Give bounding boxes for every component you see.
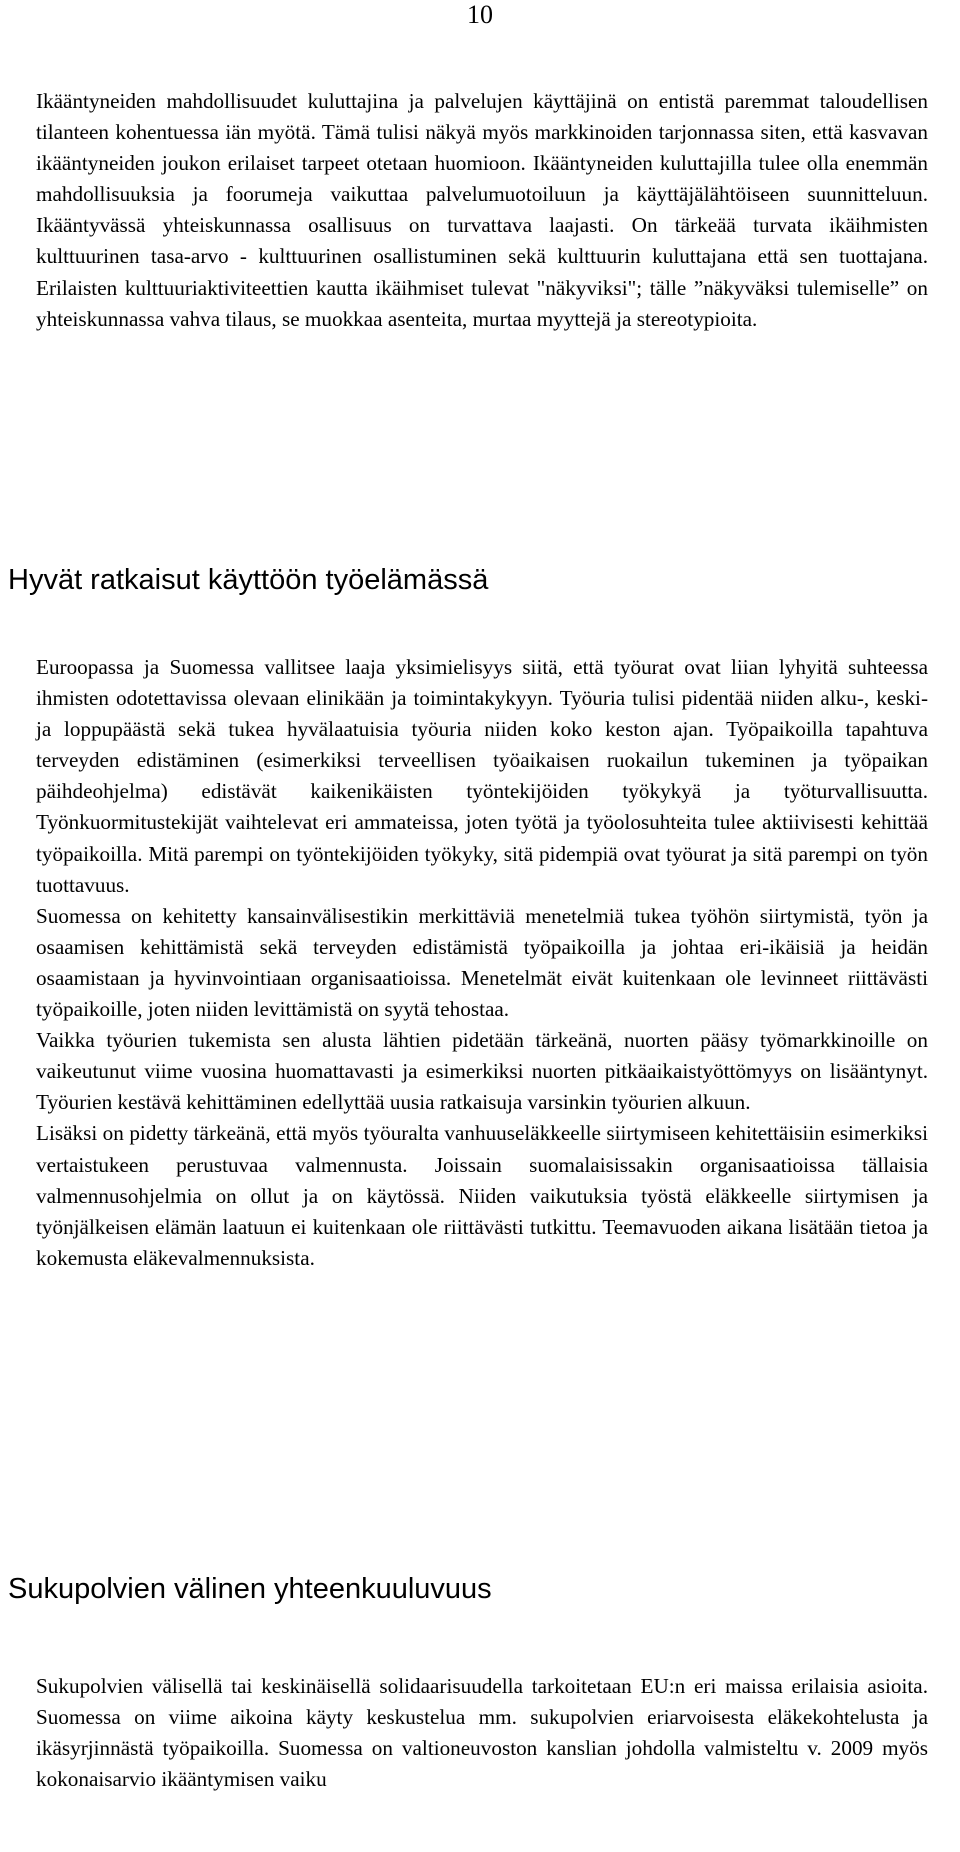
section-heading-generations: Sukupolvien välinen yhteenkuuluvuus [8,1573,492,1605]
work-life-paragraph-4: Lisäksi on pidetty tärkeänä, että myös työuralta vanhuuseläkkeelle siirtymiseen kehitettäisiin esimerkiksi vertaistukeen perustuvaa valmennusta. Joissain suomalaisissakin organisaatioissa tällaisia valmennusohjelmia on ollut ja on käytössä. Niiden vaikutuksia työstä eläkkeelle siirtymisen ja työnjälkeisen elämän laatuun ei kuitenkaan ole riittävästi tutkittu. Teemavuoden aikana lisätään tietoa ja kokemusta eläkevalmennuksista. [36,1121,928,1270]
work-life-paragraph-3: Vaikka työurien tukemista sen alusta lähtien pidetään tärkeänä, nuorten pääsy työmarkkinoille on vaikeutunut viime vuosina huomattavasti ja esimerkiksi nuorten pitkäaikaistyöttömyys on lisääntynyt. Työurien kestävä kehittäminen edellyttää uusia ratkaisuja varsinkin työurien alkuun. [36,1028,928,1115]
work-life-section [36,652,928,1274]
page-number: 10 [467,0,493,29]
work-life-paragraph-2: Suomessa on kehitetty kansainvälisestikin merkittäviä menetelmiä tukea työhön siirtymistä, työn ja osaamisen kehittämistä sekä terveyden edistämistä työpaikoilla ja johtaa eri-ikäisiä ja heidän osaamistaan ja hyvinvointiaan organisaatioissa. Menetelmät eivät kuitenkaan ole levinneet riittävästi työpaikoille, joten niiden levittämistä on syytä tehostaa. [36,903,928,1022]
generations-paragraph: Sukupolvien välisellä tai keskinäisellä solidaarisuudella tarkoitetaan EU:n eri maissa erilaisia asioita. Suomessa on viime aikoina käyty keskustelua mm. sukupolvien eriarvoisesta eläkekohtelusta ja ikäsyrjinnästä työpaikoilla. Suomessa on valtioneuvoston kanslian johdolla valmisteltu v. 2009 myös kokonaisarvio ikääntymisen vaiku [36,1674,928,1792]
section-heading-work-life: Hyvät ratkaisut käyttöön työelämässä [8,564,489,596]
intro-section [36,86,928,335]
work-life-paragraph-1: Euroopassa ja Suomessa vallitsee laaja yksimielisyys siitä, että työurat ovat liian lyhyitä suhteessa ihmisten odotettavissa olevaan elinikään ja toimintakykyyn. Työuria tulisi pidentää niiden alku-, keski- ja loppupäästä sekä tukea hyvälaatuisia työuria niiden koko keston ajan. Työpaikoilla tapahtuva terveyden edistäminen (esimerkiksi terveellisen työaikaisen ruokailun tukeminen ja työpaikan päihdeohjelma) edistävät kaikenikäisten työntekijöiden työkykyä ja työturvallisuutta. Työnkuormitustekijät vaihtelevat eri ammateissa, joten työtä ja työolosuhteita tulee aktiivisesti kehittää työpaikoilla. Mitä parempi on työntekijöiden työkyky, sitä pidempiä ovat työurat ja sitä parempi on työn tuottavuus. [36,655,928,897]
intro-paragraph: Ikääntyneiden mahdollisuudet kuluttajina ja palvelujen käyttäjinä on entistä paremmat taloudellisen tilanteen kohentuessa iän myötä. Tämä tulisi näkyä myös markkinoiden tarjonnassa siten, että kasvavan ikääntyneiden joukon erilaiset tarpeet otetaan huomioon. Ikääntyneiden kuluttajilla tulee olla enemmän mahdollisuuksia ja foorumeja vaikuttaa palvelumuotoiluun ja käyttäjälähtöiseen suunnitteluun. Ikääntyvässä yhteiskunnassa osallisuus on turvattava laajasti. On tärkeää turvata ikäihmisten kulttuurinen tasa-arvo - kulttuurinen osallistuminen sekä kulttuurin kuluttajana että sen tuottajana. Erilaisten kulttuuriaktiviteettien kautta ikäihmiset tulevat "näkyviksi"; tälle ”näkyväksi tulemiselle” on yhteiskunnassa vahva tilaus, se muokkaa asenteita, murtaa myyttejä ja stereotypioita. [36,89,928,331]
generations-section [36,1671,928,1795]
